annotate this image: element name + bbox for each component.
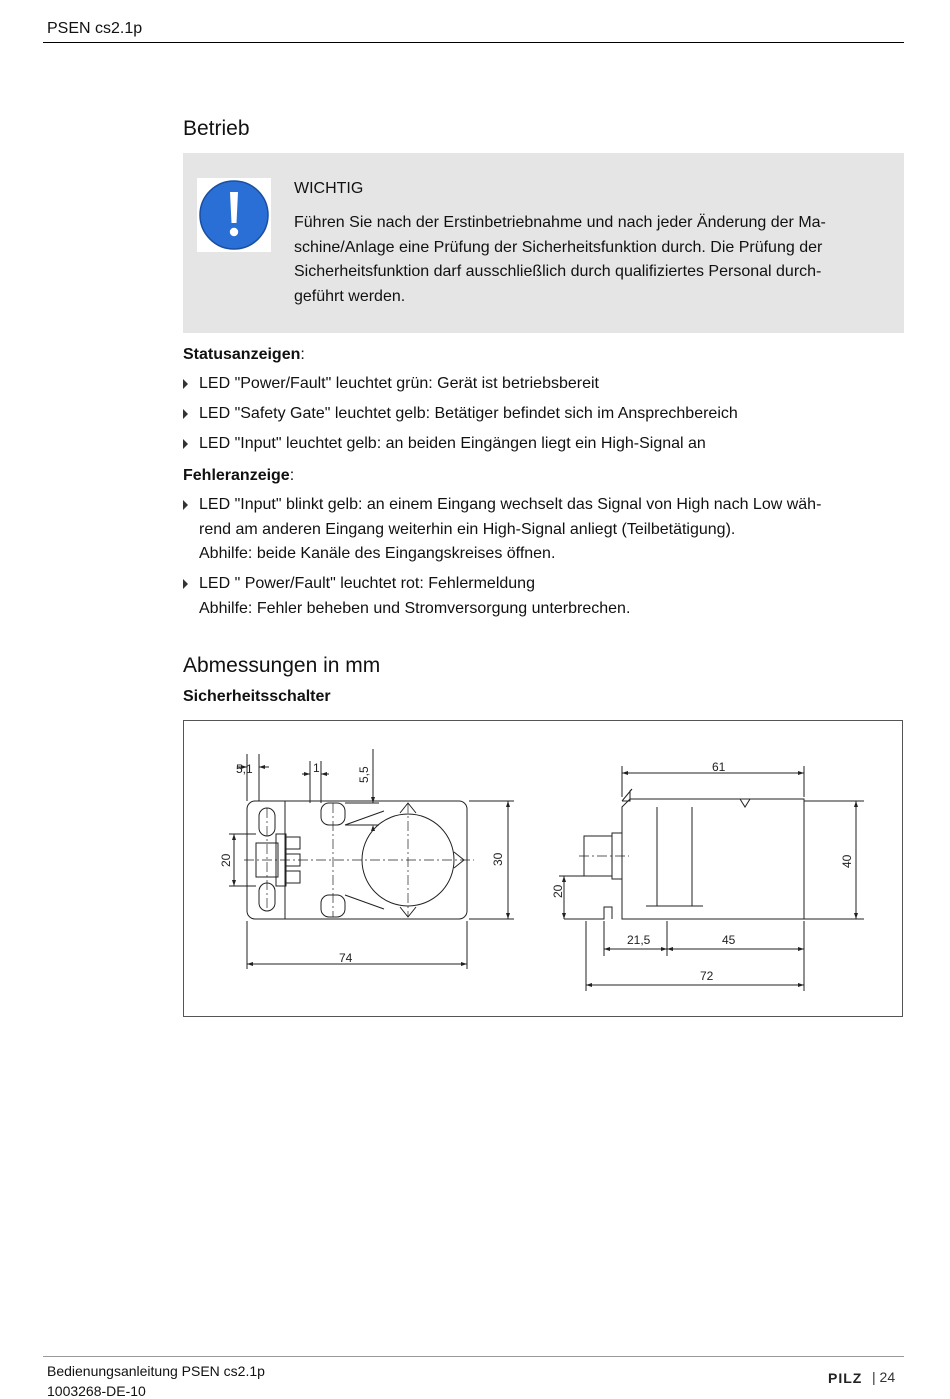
bullet-arrow-icon xyxy=(183,579,188,589)
dim-label: 30 xyxy=(491,852,505,866)
bullet-arrow-icon xyxy=(183,379,188,389)
page-number: | 24 xyxy=(872,1369,896,1385)
footer-doc-title: Bedienungsanleitung PSEN cs2.1p xyxy=(47,1363,265,1379)
fault-label: Fehleranzeige: xyxy=(183,467,295,484)
section-title-betrieb: Betrieb xyxy=(183,117,250,140)
dimension-drawing xyxy=(183,720,903,1017)
exclamation-icon xyxy=(197,178,271,252)
status-item: LED "Input" leuchtet gelb: an beiden Eingängen liegt ein High-Signal an xyxy=(183,432,706,457)
dim-label: 5,5 xyxy=(357,766,371,783)
fault-item: LED " Power/Fault" leuchtet rot: Fehlermeldung Abhilfe: Fehler beheben und Stromversorgung unterbrechen. xyxy=(183,572,630,621)
dim-label: 1 xyxy=(313,761,320,775)
status-item: LED "Safety Gate" leuchtet gelb: Betätiger befindet sich im Ansprechbereich xyxy=(183,402,738,427)
bullet-arrow-icon xyxy=(183,409,188,419)
notice-line: geführt werden. xyxy=(294,287,406,305)
dim-label: 21,5 xyxy=(627,933,651,947)
notice-text xyxy=(294,211,889,309)
bullet-arrow-icon xyxy=(183,439,188,449)
pilz-logo: PILZ xyxy=(828,1370,863,1386)
notice-line: Sicherheitsfunktion darf ausschließlich durch qualifiziertes Personal durch- xyxy=(294,263,822,280)
dim-label: 45 xyxy=(722,933,736,947)
dim-label: 72 xyxy=(700,969,714,983)
dim-label: 20 xyxy=(219,853,233,867)
important-notice xyxy=(183,153,904,333)
notice-line: schine/Anlage eine Prüfung der Sicherheitsfunktion durch. Die Prüfung der xyxy=(294,238,823,256)
footer-rule xyxy=(43,1356,904,1357)
subsection-title: Sicherheitsschalter xyxy=(183,688,331,705)
header-title: PSEN cs2.1p xyxy=(47,20,143,37)
status-label: Statusanzeigen: xyxy=(183,346,305,363)
footer-doc-number: 1003268-DE-10 xyxy=(47,1383,146,1399)
dim-label: 40 xyxy=(840,854,854,868)
notice-heading: WICHTIG xyxy=(294,180,364,197)
notice-line: Führen Sie nach der Erstinbetriebnahme und nach jeder Änderung der Ma- xyxy=(294,214,826,231)
dim-label: 5,1 xyxy=(236,762,253,776)
dim-label: 61 xyxy=(712,760,726,774)
status-item: LED "Power/Fault" leuchtet grün: Gerät ist betriebsbereit xyxy=(183,372,599,397)
bullet-arrow-icon xyxy=(183,500,188,510)
header-rule xyxy=(43,42,904,43)
section-title-dimensions: Abmessungen in mm xyxy=(183,654,381,677)
dim-label: 74 xyxy=(339,951,353,965)
dim-label: 20 xyxy=(551,884,565,898)
fault-item: LED "Input" blinkt gelb: an einem Eingang wechselt das Signal von High nach Low wäh- rend am anderen Eingang weiterhin ein High-Signal anliegt (Teilbetätigung). Abhilfe: beide Kanäle des Eingangskreises öffnen. xyxy=(183,493,821,567)
dimension-drawing-svg xyxy=(184,721,904,1018)
